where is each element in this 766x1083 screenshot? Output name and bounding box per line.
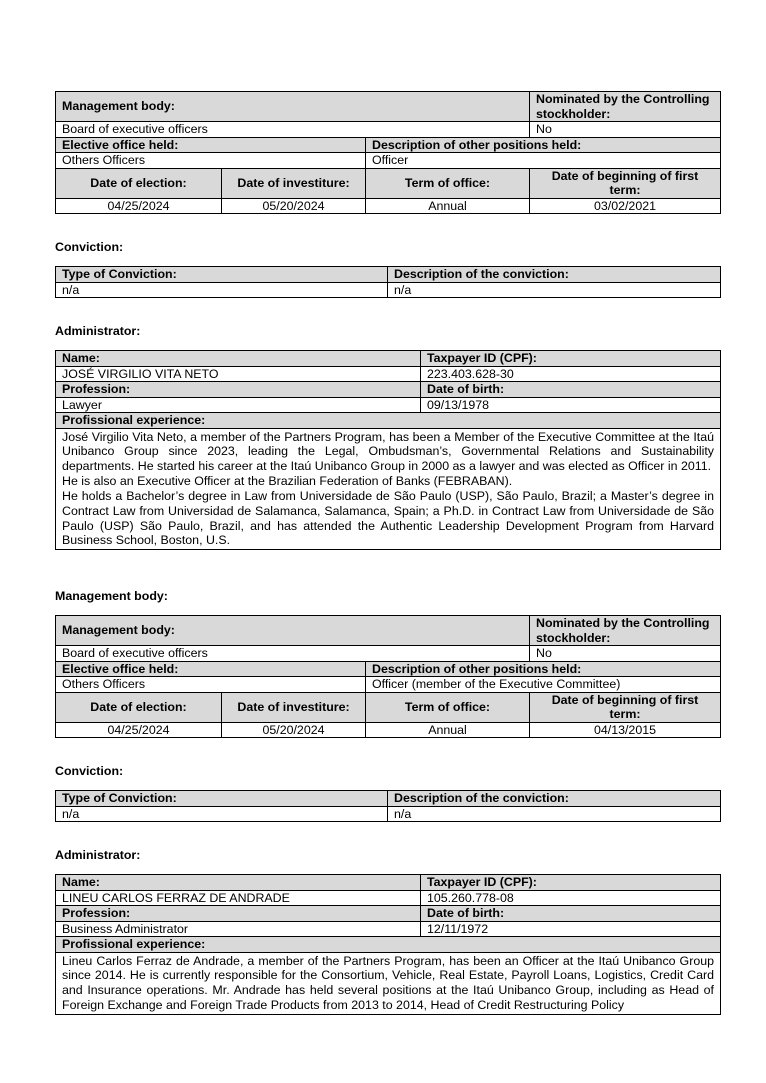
management-body-value: Board of executive officers — [56, 122, 530, 138]
first-term-value: 03/02/2021 — [530, 198, 721, 214]
birth-date-value: 09/13/1978 — [421, 397, 721, 413]
elective-office-value: Others Officers — [56, 153, 366, 169]
conviction-type-value: n/a — [56, 806, 388, 822]
conviction-heading: Conviction: — [55, 240, 124, 254]
cpf-label: Taxpayer ID (CPF): — [421, 351, 721, 367]
cpf-label: Taxpayer ID (CPF): — [421, 875, 721, 891]
conviction-desc-label: Description of the conviction: — [388, 791, 721, 807]
administrator-heading: Administrator: — [55, 324, 141, 338]
other-positions-label: Description of other positions held: — [366, 137, 721, 153]
conviction-desc-value: n/a — [388, 282, 721, 298]
first-term-value: 04/13/2015 — [530, 722, 721, 738]
election-date-value: 04/25/2024 — [56, 198, 222, 214]
name-value: LINEU CARLOS FERRAZ DE ANDRADE — [56, 890, 421, 906]
conviction-type-label: Type of Conviction: — [56, 791, 388, 807]
term-value: Annual — [366, 722, 530, 738]
birth-date-label: Date of birth: — [421, 382, 721, 398]
experience-text — [56, 952, 721, 1014]
conviction-type-value: n/a — [56, 282, 388, 298]
management-table-1 — [55, 91, 721, 214]
birth-date-label: Date of birth: — [421, 906, 721, 922]
elective-office-value: Others Officers — [56, 677, 366, 693]
administrator-heading: Administrator: — [55, 848, 141, 862]
profession-value: Lawyer — [56, 397, 421, 413]
birth-date-value: 12/11/1972 — [421, 921, 721, 937]
profession-label: Profession: — [56, 906, 421, 922]
management-body-value: Board of executive officers — [56, 646, 530, 662]
administrator-table-1 — [55, 350, 721, 550]
investiture-date-value: 05/20/2024 — [222, 722, 366, 738]
management-body-heading: Management body: — [55, 589, 168, 603]
other-positions-label: Description of other positions held: — [366, 661, 721, 677]
cpf-value: 223.403.628-30 — [421, 366, 721, 382]
term-label: Term of office: — [366, 692, 530, 722]
profession-value: Business Administrator — [56, 921, 421, 937]
elective-office-label: Elective office held: — [56, 137, 366, 153]
election-date-label: Date of election: — [56, 692, 222, 722]
name-label: Name: — [56, 875, 421, 891]
management-body-label: Management body: — [56, 616, 530, 646]
elective-office-label: Elective office held: — [56, 661, 366, 677]
experience-text — [56, 428, 721, 550]
experience-paragraph: He holds a Bachelor’s degree in Law from Universidade de São Paulo (USP), São Paulo, Brazil; a Master’s degree in Contract Law from Universidad de Salamanca, Salamanca, Spain; a Ph.D. in Contract Law from Universidade de São Paulo (USP) São Paulo, Brazil, and has attended the Authentic Leadership Development Program from Harvard Business School, Boston, U.S. — [62, 488, 714, 548]
conviction-table-1 — [55, 266, 721, 298]
profession-label: Profession: — [56, 382, 421, 398]
management-body-label: Management body: — [56, 92, 530, 122]
conviction-table-2 — [55, 790, 721, 822]
name-value: JOSÉ VIRGILIO VITA NETO — [56, 366, 421, 382]
investiture-date-label: Date of investiture: — [222, 168, 366, 198]
investiture-date-value: 05/20/2024 — [222, 198, 366, 214]
experience-label: Profissional experience: — [56, 413, 721, 429]
nominated-value: No — [530, 646, 721, 662]
term-value: Annual — [366, 198, 530, 214]
conviction-desc-value: n/a — [388, 806, 721, 822]
conviction-heading: Conviction: — [55, 764, 124, 778]
other-positions-value: Officer — [366, 153, 721, 169]
experience-paragraph: José Virgilio Vita Neto, a member of the Partners Program, has been a Member of the Executive Committee at the Itaú Unibanco Group since 2023, leading the Legal, Ombudsman’s, Governmental Relations and Sustainability departments. He started his career at the Itaú Unibanco Group in 2000 as a lawyer and was elected as Officer in 2011. — [62, 429, 714, 474]
election-date-label: Date of election: — [56, 168, 222, 198]
other-positions-value: Officer (member of the Executive Committee) — [366, 677, 721, 693]
name-label: Name: — [56, 351, 421, 367]
nominated-label: Nominated by the Controlling stockholder: — [530, 616, 721, 646]
investiture-date-label: Date of investiture: — [222, 692, 366, 722]
nominated-label: Nominated by the Controlling stockholder: — [530, 92, 721, 122]
term-label: Term of office: — [366, 168, 530, 198]
experience-paragraph: Lineu Carlos Ferraz de Andrade, a member of the Partners Program, has been an Officer at the Itaú Unibanco Group since 2014. He is currently responsible for the Consortium, Vehicle, Real Estate, Payroll Loans, Logistics, Credit Card and Insurance operations. Mr. Andrade has held several positions at the Itaú Unibanco Group, including as Head of Foreign Exchange and Foreign Trade Products from 2013 to 2014, Head of Credit Restructuring Policy — [62, 953, 714, 1013]
cpf-value: 105.260.778-08 — [421, 890, 721, 906]
nominated-value: No — [530, 122, 721, 138]
administrator-table-2 — [55, 874, 721, 1015]
conviction-desc-label: Description of the conviction: — [388, 267, 721, 283]
first-term-label: Date of beginning of first term: — [530, 168, 721, 198]
experience-label: Profissional experience: — [56, 937, 721, 953]
management-table-2 — [55, 615, 721, 738]
first-term-label: Date of beginning of first term: — [530, 692, 721, 722]
experience-paragraph: He is also an Executive Officer at the Brazilian Federation of Banks (FEBRABAN). — [62, 474, 513, 489]
election-date-value: 04/25/2024 — [56, 722, 222, 738]
conviction-type-label: Type of Conviction: — [56, 267, 388, 283]
